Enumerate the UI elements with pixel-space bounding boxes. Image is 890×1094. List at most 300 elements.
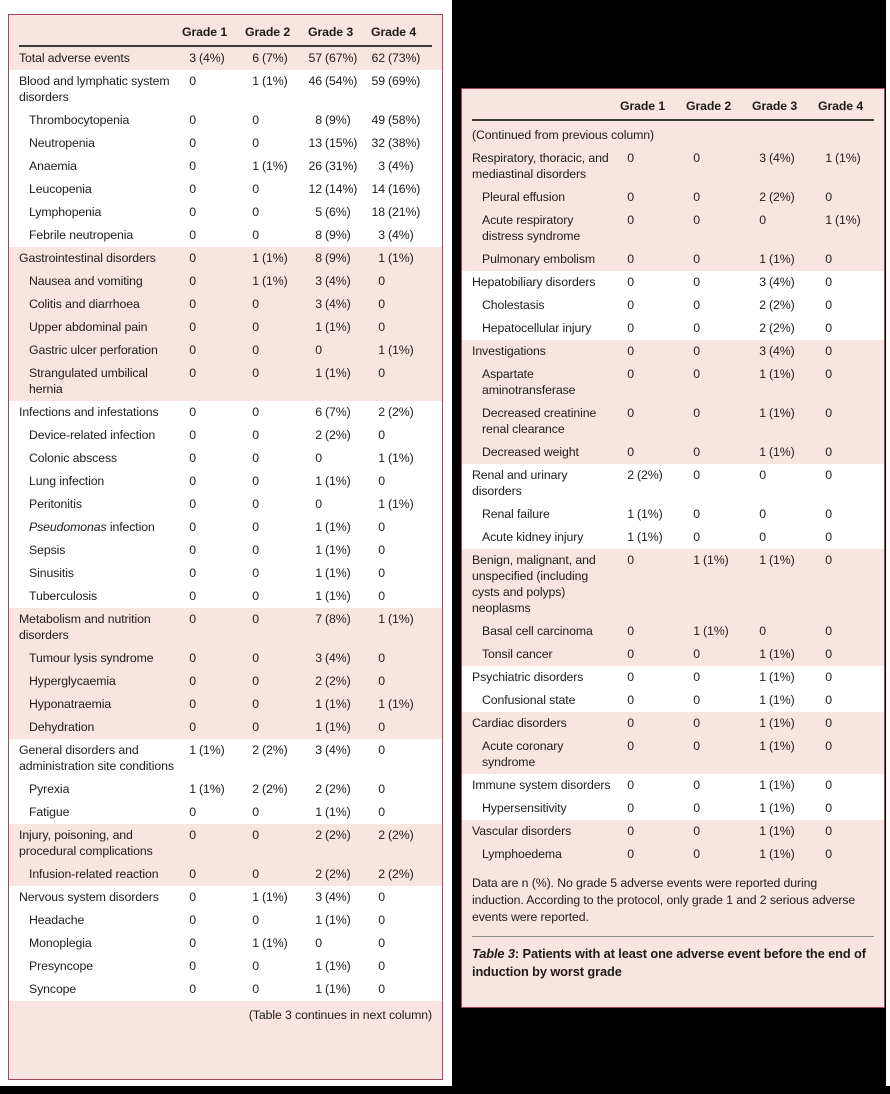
table-row: [9, 401, 442, 424]
value-cell: 1 (1%): [759, 693, 795, 707]
value-cell: 0: [378, 959, 385, 973]
value-cell: 0: [825, 824, 832, 838]
value-cell: 0: [189, 674, 196, 688]
value-cell: 0: [825, 624, 832, 638]
table-row: [9, 608, 442, 647]
value-cell: 2 (2%): [627, 468, 663, 482]
value-cell: 0: [252, 959, 259, 973]
value-cell: 0: [378, 782, 385, 796]
value-cell: 0: [627, 213, 634, 227]
value-cell: 0: [252, 497, 259, 511]
value-cell: 32 (38%): [371, 136, 421, 150]
value-cell: 0: [252, 405, 259, 419]
value-cell: 0: [693, 530, 700, 544]
table-row: [9, 247, 442, 270]
row-label: Dehydration: [29, 720, 95, 734]
value-cell: 3 (4%): [378, 159, 414, 173]
value-cell: 2 (2%): [252, 782, 288, 796]
value-cell: 3 (4%): [378, 228, 414, 242]
table-row: [9, 824, 442, 863]
table-row: [462, 464, 884, 503]
value-cell: 8 (9%): [315, 251, 351, 265]
value-cell: 5 (6%): [315, 205, 351, 219]
row-label: Pseudomonas infection: [29, 520, 155, 534]
row-label: Fatigue: [29, 805, 70, 819]
value-cell: 2 (2%): [759, 190, 795, 204]
value-cell: 0: [378, 366, 385, 380]
value-cell: 0: [189, 697, 196, 711]
value-cell: 1 (1%): [315, 320, 351, 334]
value-cell: 0: [252, 651, 259, 665]
value-cell: 0: [693, 344, 700, 358]
table-row: [462, 271, 884, 294]
value-cell: 1 (1%): [759, 252, 795, 266]
value-cell: 1 (1%): [693, 553, 729, 567]
table-row: [462, 294, 884, 317]
table-row: [9, 47, 442, 70]
value-cell: 2 (2%): [759, 298, 795, 312]
value-cell: 0: [252, 612, 259, 626]
value-cell: 0: [252, 589, 259, 603]
value-cell: 0: [252, 543, 259, 557]
value-cell: 0: [189, 428, 196, 442]
table-row: [9, 155, 442, 178]
value-cell: 0: [189, 497, 196, 511]
value-cell: 0: [189, 867, 196, 881]
value-cell: 0: [378, 543, 385, 557]
black-backdrop-bottom: [0, 1086, 890, 1094]
table-row: [9, 778, 442, 801]
value-cell: 6 (7%): [252, 51, 288, 65]
table-footnote: Data are n (%). No grade 5 adverse events were reported during induction. According to the protocol, only grade 1 and 2 serious adverse events were reported.: [472, 875, 856, 924]
value-cell: 8 (9%): [315, 113, 351, 127]
value-cell: 1 (1%): [252, 159, 288, 173]
value-cell: 1 (1%): [315, 959, 351, 973]
row-label: Acute coronary syndrome: [482, 739, 564, 769]
value-cell: 0: [825, 468, 832, 482]
table-row: [462, 774, 884, 797]
value-cell: 0: [825, 801, 832, 815]
value-cell: 1 (1%): [315, 697, 351, 711]
value-cell: 0: [252, 451, 259, 465]
table-row: [9, 339, 442, 362]
value-cell: 0: [189, 612, 196, 626]
row-label: Anaemia: [29, 159, 77, 173]
value-cell: 0: [189, 113, 196, 127]
value-cell: 1 (1%): [252, 936, 288, 950]
value-cell: 13 (15%): [308, 136, 358, 150]
value-cell: 0: [189, 828, 196, 842]
value-cell: 0: [252, 366, 259, 380]
value-cell: 3 (4%): [759, 275, 795, 289]
row-label: Nervous system disorders: [19, 890, 159, 904]
value-cell: 18 (21%): [371, 205, 421, 219]
value-cell: 0: [627, 624, 634, 638]
row-label: Colonic abscess: [29, 451, 118, 465]
value-cell: 1 (1%): [825, 213, 861, 227]
table-header: [462, 89, 884, 119]
value-cell: 3 (4%): [759, 344, 795, 358]
column-header: Grade 3: [752, 99, 798, 113]
value-cell: 0: [825, 445, 832, 459]
value-cell: 1 (1%): [315, 805, 351, 819]
value-cell: 0: [252, 113, 259, 127]
value-cell: 0: [627, 344, 634, 358]
value-cell: 1 (1%): [252, 251, 288, 265]
table-row: [462, 209, 884, 248]
value-cell: 0: [627, 801, 634, 815]
row-label: Device-related infection: [29, 428, 156, 442]
value-cell: 0: [693, 647, 700, 661]
value-cell: 3 (4%): [315, 651, 351, 665]
value-cell: 0: [693, 367, 700, 381]
value-cell: 0: [759, 530, 766, 544]
value-cell: 1 (1%): [315, 589, 351, 603]
row-label: Sinusitis: [29, 566, 74, 580]
value-cell: 3 (4%): [759, 151, 795, 165]
value-cell: 0: [378, 474, 385, 488]
value-cell: 0: [627, 647, 634, 661]
value-cell: 0: [759, 624, 766, 638]
value-cell: 0: [825, 778, 832, 792]
value-cell: 1 (1%): [315, 366, 351, 380]
row-label: Tumour lysis syndrome: [29, 651, 154, 665]
value-cell: 0: [825, 367, 832, 381]
value-cell: 0: [825, 553, 832, 567]
row-label: Syncope: [29, 982, 77, 996]
column-header: Grade 4: [371, 25, 417, 39]
value-cell: 0: [627, 190, 634, 204]
value-cell: 0: [315, 936, 322, 950]
table-row: [9, 955, 442, 978]
table-row: [9, 716, 442, 739]
value-cell: 0: [693, 847, 700, 861]
value-cell: 0: [825, 275, 832, 289]
row-label: Metabolism and nutrition disorders: [19, 612, 151, 642]
row-label: Lymphoedema: [482, 847, 562, 861]
value-cell: 0: [189, 543, 196, 557]
value-cell: 0: [189, 405, 196, 419]
table-row: [9, 932, 442, 955]
value-cell: 1 (1%): [252, 274, 288, 288]
value-cell: 57 (67%): [308, 51, 358, 65]
value-cell: 46 (54%): [308, 74, 358, 88]
value-cell: 0: [825, 507, 832, 521]
table-row: [9, 978, 442, 1001]
value-cell: 0: [627, 716, 634, 730]
value-cell: 0: [627, 778, 634, 792]
value-cell: 1 (1%): [378, 697, 414, 711]
value-cell: 0: [759, 213, 766, 227]
value-cell: 59 (69%): [371, 74, 421, 88]
table-row: [462, 620, 884, 643]
value-cell: 0: [189, 913, 196, 927]
value-cell: 0: [252, 136, 259, 150]
table-row: [9, 447, 442, 470]
table-row: [9, 863, 442, 886]
value-cell: 1 (1%): [315, 474, 351, 488]
value-cell: 0: [315, 497, 322, 511]
table-caption: [462, 937, 884, 991]
value-cell: 2 (2%): [315, 782, 351, 796]
row-label: Presyncope: [29, 959, 93, 973]
continued-note: (Continued from previous column): [462, 121, 884, 147]
value-cell: 0: [825, 190, 832, 204]
value-cell: 0: [252, 720, 259, 734]
table-row: [9, 909, 442, 932]
table-row: [9, 178, 442, 201]
value-cell: 0: [693, 190, 700, 204]
row-label: Pyrexia: [29, 782, 70, 796]
row-label: Vascular disorders: [472, 824, 572, 838]
row-label: Investigations: [472, 344, 546, 358]
value-cell: 1 (1%): [759, 824, 795, 838]
value-cell: 1 (1%): [759, 739, 795, 753]
value-cell: 3 (4%): [315, 274, 351, 288]
row-label: Decreased weight: [482, 445, 579, 459]
value-cell: 0: [693, 507, 700, 521]
value-cell: 1 (1%): [378, 612, 414, 626]
value-cell: 2 (2%): [252, 743, 288, 757]
table-row: [462, 843, 884, 866]
value-cell: 0: [627, 275, 634, 289]
table-row: [462, 712, 884, 735]
value-cell: 7 (8%): [315, 612, 351, 626]
row-label: Cardiac disorders: [472, 716, 567, 730]
row-label: Lymphopenia: [29, 205, 102, 219]
value-cell: 0: [693, 275, 700, 289]
value-cell: 0: [189, 205, 196, 219]
value-cell: 6 (7%): [315, 405, 351, 419]
value-cell: 0: [252, 320, 259, 334]
value-cell: 0: [825, 647, 832, 661]
table-body: [9, 47, 442, 1001]
value-cell: 0: [189, 651, 196, 665]
value-cell: 2 (2%): [378, 405, 414, 419]
table-row: [462, 689, 884, 712]
value-cell: 0: [378, 651, 385, 665]
adverse-events-table-right-column: [461, 88, 885, 1008]
value-cell: 0: [252, 982, 259, 996]
adverse-events-table-left-column: [8, 14, 443, 1080]
table-row: [9, 693, 442, 716]
table-row: [9, 224, 442, 247]
value-cell: 12 (14%): [308, 182, 358, 196]
value-cell: 1 (1%): [627, 530, 663, 544]
table-row: [462, 735, 884, 774]
row-label: Pleural effusion: [482, 190, 565, 204]
value-cell: 0: [252, 566, 259, 580]
row-label: Tonsil cancer: [482, 647, 553, 661]
row-label: Confusional state: [482, 693, 576, 707]
value-cell: 0: [693, 693, 700, 707]
value-cell: 0: [693, 151, 700, 165]
value-cell: 0: [315, 451, 322, 465]
value-cell: 0: [189, 982, 196, 996]
value-cell: 1 (1%): [759, 801, 795, 815]
row-label: Leucopenia: [29, 182, 92, 196]
value-cell: 0: [627, 670, 634, 684]
value-cell: 0: [252, 343, 259, 357]
row-label: Nausea and vomiting: [29, 274, 143, 288]
row-label: Aspartate aminotransferase: [482, 367, 576, 397]
value-cell: 0: [825, 344, 832, 358]
table-row: [462, 503, 884, 526]
value-cell: 0: [627, 824, 634, 838]
value-cell: 0: [189, 343, 196, 357]
value-cell: 2 (2%): [315, 867, 351, 881]
row-label: Strangulated umbilical hernia: [29, 366, 148, 396]
row-label: Acute respiratory distress syndrome: [482, 213, 581, 243]
value-cell: 1 (1%): [693, 624, 729, 638]
value-cell: 0: [693, 670, 700, 684]
value-cell: 0: [825, 298, 832, 312]
value-cell: 0: [252, 205, 259, 219]
value-cell: 0: [189, 274, 196, 288]
value-cell: 0: [627, 406, 634, 420]
value-cell: 0: [189, 251, 196, 265]
value-cell: 0: [189, 890, 196, 904]
value-cell: 0: [189, 451, 196, 465]
value-cell: 0: [693, 298, 700, 312]
value-cell: 0: [693, 739, 700, 753]
value-cell: 1 (1%): [315, 913, 351, 927]
row-label: Tuberculosis: [29, 589, 98, 603]
table-row: [462, 363, 884, 402]
row-label: Renal and urinary disorders: [472, 468, 568, 498]
value-cell: 0: [378, 982, 385, 996]
header-spacer: [9, 24, 182, 40]
value-cell: 0: [189, 566, 196, 580]
value-cell: 1 (1%): [315, 566, 351, 580]
value-cell: 0: [189, 520, 196, 534]
value-cell: 1 (1%): [378, 251, 414, 265]
row-label: Thrombocytopenia: [29, 113, 130, 127]
value-cell: 0: [627, 739, 634, 753]
row-label: General disorders and administration site conditions: [19, 743, 174, 773]
value-cell: 0: [189, 136, 196, 150]
table-row: [9, 739, 442, 778]
value-cell: 0: [693, 252, 700, 266]
value-cell: 0: [189, 936, 196, 950]
row-label: Headache: [29, 913, 85, 927]
value-cell: 0: [378, 566, 385, 580]
value-cell: 3 (4%): [315, 890, 351, 904]
value-cell: 0: [252, 228, 259, 242]
value-cell: 1 (1%): [759, 406, 795, 420]
row-label: Total adverse events: [19, 51, 130, 65]
column-header: Grade 1: [620, 99, 666, 113]
value-cell: 0: [825, 321, 832, 335]
column-header: Grade 2: [245, 25, 291, 39]
value-cell: 0: [825, 716, 832, 730]
value-cell: 1 (1%): [378, 497, 414, 511]
value-cell: 0: [693, 801, 700, 815]
value-cell: 0: [627, 252, 634, 266]
value-cell: 2 (2%): [315, 428, 351, 442]
value-cell: 0: [252, 474, 259, 488]
row-label: Febrile neutropenia: [29, 228, 134, 242]
table-row: [9, 516, 442, 539]
row-label: Gastric ulcer perforation: [29, 343, 158, 357]
table-row: [462, 797, 884, 820]
value-cell: 0: [189, 74, 196, 88]
table-row: [9, 801, 442, 824]
table-row: [462, 147, 884, 186]
row-label: Basal cell carcinoma: [482, 624, 593, 638]
value-cell: 1 (1%): [759, 647, 795, 661]
row-label: Renal failure: [482, 507, 550, 521]
value-cell: 0: [378, 589, 385, 603]
value-cell: 2 (2%): [315, 674, 351, 688]
table-row: [9, 424, 442, 447]
table-row: [462, 340, 884, 363]
row-label: Immune system disorders: [472, 778, 611, 792]
value-cell: 0: [315, 343, 322, 357]
value-cell: 1 (1%): [759, 716, 795, 730]
value-cell: 0: [378, 520, 385, 534]
value-cell: 0: [627, 445, 634, 459]
value-cell: 3 (4%): [189, 51, 225, 65]
row-label: Decreased creatinine renal clearance: [482, 406, 597, 436]
table-row: [9, 270, 442, 293]
continuation-note: (Table 3 continues in next column): [9, 1001, 442, 1031]
row-label: Benign, malignant, and unspecified (including cysts and polyps) neoplasms: [472, 553, 596, 615]
row-label: Acute kidney injury: [482, 530, 584, 544]
table-row: [9, 562, 442, 585]
value-cell: 0: [189, 159, 196, 173]
table-row: [462, 643, 884, 666]
value-cell: 0: [627, 298, 634, 312]
value-cell: 0: [378, 805, 385, 819]
value-cell: 0: [378, 890, 385, 904]
row-label: Injury, poisoning, and procedural complications: [19, 828, 153, 858]
value-cell: 3 (4%): [315, 743, 351, 757]
row-label: Neutropenia: [29, 136, 95, 150]
value-cell: 0: [378, 936, 385, 950]
value-cell: 0: [693, 778, 700, 792]
value-cell: 0: [825, 252, 832, 266]
value-cell: 49 (58%): [371, 113, 421, 127]
value-cell: 0: [189, 366, 196, 380]
value-cell: 1 (1%): [189, 782, 225, 796]
value-cell: 0: [252, 828, 259, 842]
row-label: Peritonitis: [29, 497, 82, 511]
value-cell: 0: [759, 468, 766, 482]
value-cell: 1 (1%): [378, 343, 414, 357]
value-cell: 1 (1%): [315, 720, 351, 734]
value-cell: 1 (1%): [378, 451, 414, 465]
value-cell: 0: [378, 320, 385, 334]
table-row: [9, 362, 442, 401]
value-cell: 62 (73%): [371, 51, 421, 65]
value-cell: 2 (2%): [378, 867, 414, 881]
value-cell: 0: [252, 805, 259, 819]
row-label: Pulmonary embolism: [482, 252, 596, 266]
table-row: [462, 402, 884, 441]
row-label: Lung infection: [29, 474, 105, 488]
value-cell: 0: [825, 530, 832, 544]
value-cell: 1 (1%): [759, 670, 795, 684]
value-cell: 1 (1%): [759, 367, 795, 381]
value-cell: 26 (31%): [308, 159, 358, 173]
value-cell: 0: [825, 693, 832, 707]
table-body: [462, 147, 884, 866]
table-row: [462, 248, 884, 271]
header-spacer: [462, 98, 620, 114]
row-label: Hepatobiliary disorders: [472, 275, 596, 289]
value-cell: 0: [825, 739, 832, 753]
